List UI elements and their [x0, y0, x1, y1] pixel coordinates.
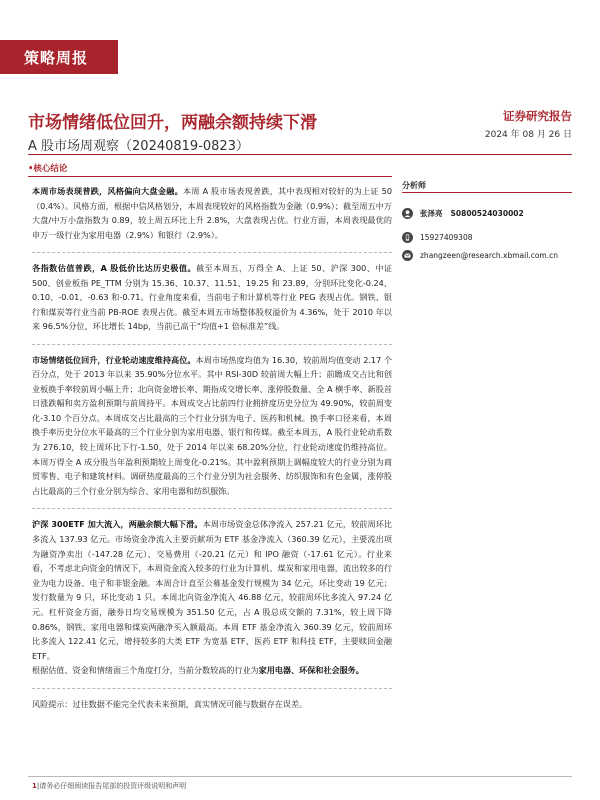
analyst-cert-number: S0800524030002	[450, 208, 524, 218]
analyst-name-row	[402, 206, 532, 220]
report-category-label: 策略周报	[24, 49, 89, 67]
core-conclusion-heading: •核心结论	[28, 164, 68, 174]
paragraph-text: 根据估值、资金和情绪面三个角度打分，当前分数较高的行业为	[32, 665, 259, 676]
footer-divider	[28, 776, 572, 777]
paragraph-lead: 沪深 300ETF 加大流入，两融余额大幅下滑。	[32, 519, 203, 530]
analyst-name: 张泽亮	[420, 208, 443, 218]
person-icon	[402, 208, 413, 219]
summary-paragraph	[32, 353, 392, 499]
summary-paragraph	[32, 261, 392, 334]
analyst-email-row	[402, 248, 558, 262]
email-icon	[402, 250, 413, 261]
paragraph-lead: 本周市场表现普跌，风格偏向大盘金融。	[32, 186, 183, 196]
paragraph-divider	[32, 252, 392, 253]
risk-warning: 风险提示：过往数据不能完全代表未来预期，真实情况可能与数据存在误差。	[32, 698, 308, 709]
core-conclusion-divider	[28, 176, 392, 177]
phone-icon	[402, 232, 413, 243]
page-subtitle: A 股市场周观察（20240819-0823）	[28, 139, 249, 154]
paragraph-text: 本周 A 股市场表现普跌，其中表现相对较好的为上证 50（0.4%）。风格方面，根据中信风格划分，本周表现较好的风格指数为金融（0.9%）；截至周五中万大盘/中万小盘指数为 0.89，较上周五环比上升 2.8%，大盘表现占优。行业方面，本周表现最优的申万一级行业为家用电器（2.9%）和银行（2.9%）。	[32, 186, 392, 240]
analyst-email[interactable]: zhangzeen@research.xbmail.com.cn	[420, 250, 558, 260]
report-category-banner	[0, 40, 118, 74]
summary-body	[32, 184, 392, 721]
analyst-heading: 分析师	[402, 181, 426, 190]
disclaimer-note: 请务必仔细阅读报告尾部的投资评级说明和声明	[39, 782, 187, 790]
paragraph-divider	[32, 344, 392, 345]
page-title: 市场情绪低位回升，两融余额持续下滑	[28, 113, 317, 133]
paragraph-divider	[32, 508, 392, 509]
paragraph-text: 本周市场热度均值为 16.30，较前周均值变动 2.17 个百分点，处于 2013 年以来 35.90%分位水平。其中 RSI-30D 较前周大幅上升；前瞻成交占比和创业板换手率较前周小幅上升；北向资金增长率、期指成交增长率、涨停股数量、全 A 横手率、新股首日涨跌幅和卖方盈利预期与前周持平。本周成交占比前四行业拥挤度历史分位为 49.90%，较前周变化-3.10 个百分点。本周成交占比最高的三个行业分别为电子、医药和机械。换手率口径来看，本周换手率历史分位水平最高的三个行业分别为家用电器、银行和传媒。截至本周五，A 股行业轮动系数为 276.10，较上周环比下行-1.50，处于 2014 年以来 68.20%分位，行业轮动速度仍维持高位。本周万得全 A 成分股当年盈利预期较上周变化-0.21%。其中盈利预期上调幅度较大的行业分别为商贸零售、电子和建筑材料。调研热度最高的三个行业分别为社会服务、纺织服饰和有色金属，涨停股占比最高的三个行业分别为综合、家用电器和纺织服饰。	[32, 354, 392, 496]
analyst-divider	[402, 192, 572, 193]
paragraph-text: 截至本周五，万得全 A、上证 50、沪深 300、中证 500、创业板指 PE_TTM 分别为 15.36、10.37、11.51、19.25 和 23.89，分别环比变化-0.24、0.10、-0.01、-0.63 和-0.71。行业角度来看，当前电子和计算机等行业 PEG 表现占优。钢铁、银行和煤炭等行业当前 PB-ROE 表现占优。截至本周五市场整体股权溢价为 4.36%，处于 2010 年以来 96.5%分位，环比增长 14bp，当前已高于“均值+1 倍标准差”线。	[32, 263, 392, 331]
summary-paragraph	[32, 184, 392, 242]
report-date: 2024 年 08 月 26 日	[484, 130, 572, 140]
paragraph-divider	[32, 688, 392, 689]
page-number: 1	[32, 782, 37, 790]
paragraph-lead: 市场情绪低位回升，行业轮动速度维持高位。	[32, 354, 196, 365]
paragraph-highlight: 家用电器、环保和社会服务。	[258, 665, 364, 676]
page-footer: 1|请务必仔细阅读报告尾部的投资评级说明和声明	[32, 782, 187, 790]
analyst-phone[interactable]: 15927409308	[420, 232, 473, 242]
paragraph-text: 本周市场资金总体净流入 257.21 亿元，较前周环比多流入 137.93 亿元。市场资金净流入主要贡献项为 ETF 基金净流入（360.39 亿元），主要流出项为融资净卖出（-147.28 亿元）、交易费用（-20.21 亿元）和 IPO 融资（-17.61 亿元）。行业来看，不考虑北向资金的情况下，本周资金流入较多的行业为计算机、煤炭和家用电器，流出较多的行业为电力设备、电子和非银金融。本周合计直至公募基金发行规模为 34 亿元，环比变动 19 亿元；发行数量为 9 只，环比变动 1 只。本周北向资金净流入 46.88 亿元，较前周环比多流入 97.24 亿元。杠杆资金方面，融券日均交易规模为 351.50 亿元，占 A 股总成交额的 7.31%，较上周下降 0.86%，钢铁、家用电器和煤炭两融净买入额最高。本周 ETF 基金净流入 360.39 亿元，较前周环比多流入 122.41 亿元，增持较多的大类 ETF 为宽基 ETF、医药 ETF 和科技 ETF，主要赎回金融 ETF。	[32, 519, 392, 661]
paragraph-lead: 各指数估值普跌，A 股低价比达历史极值。	[32, 263, 197, 273]
report-type-label: 证券研究报告	[503, 109, 572, 123]
analyst-phone-row	[402, 230, 473, 244]
summary-paragraph	[32, 517, 392, 678]
title-divider	[28, 154, 572, 155]
